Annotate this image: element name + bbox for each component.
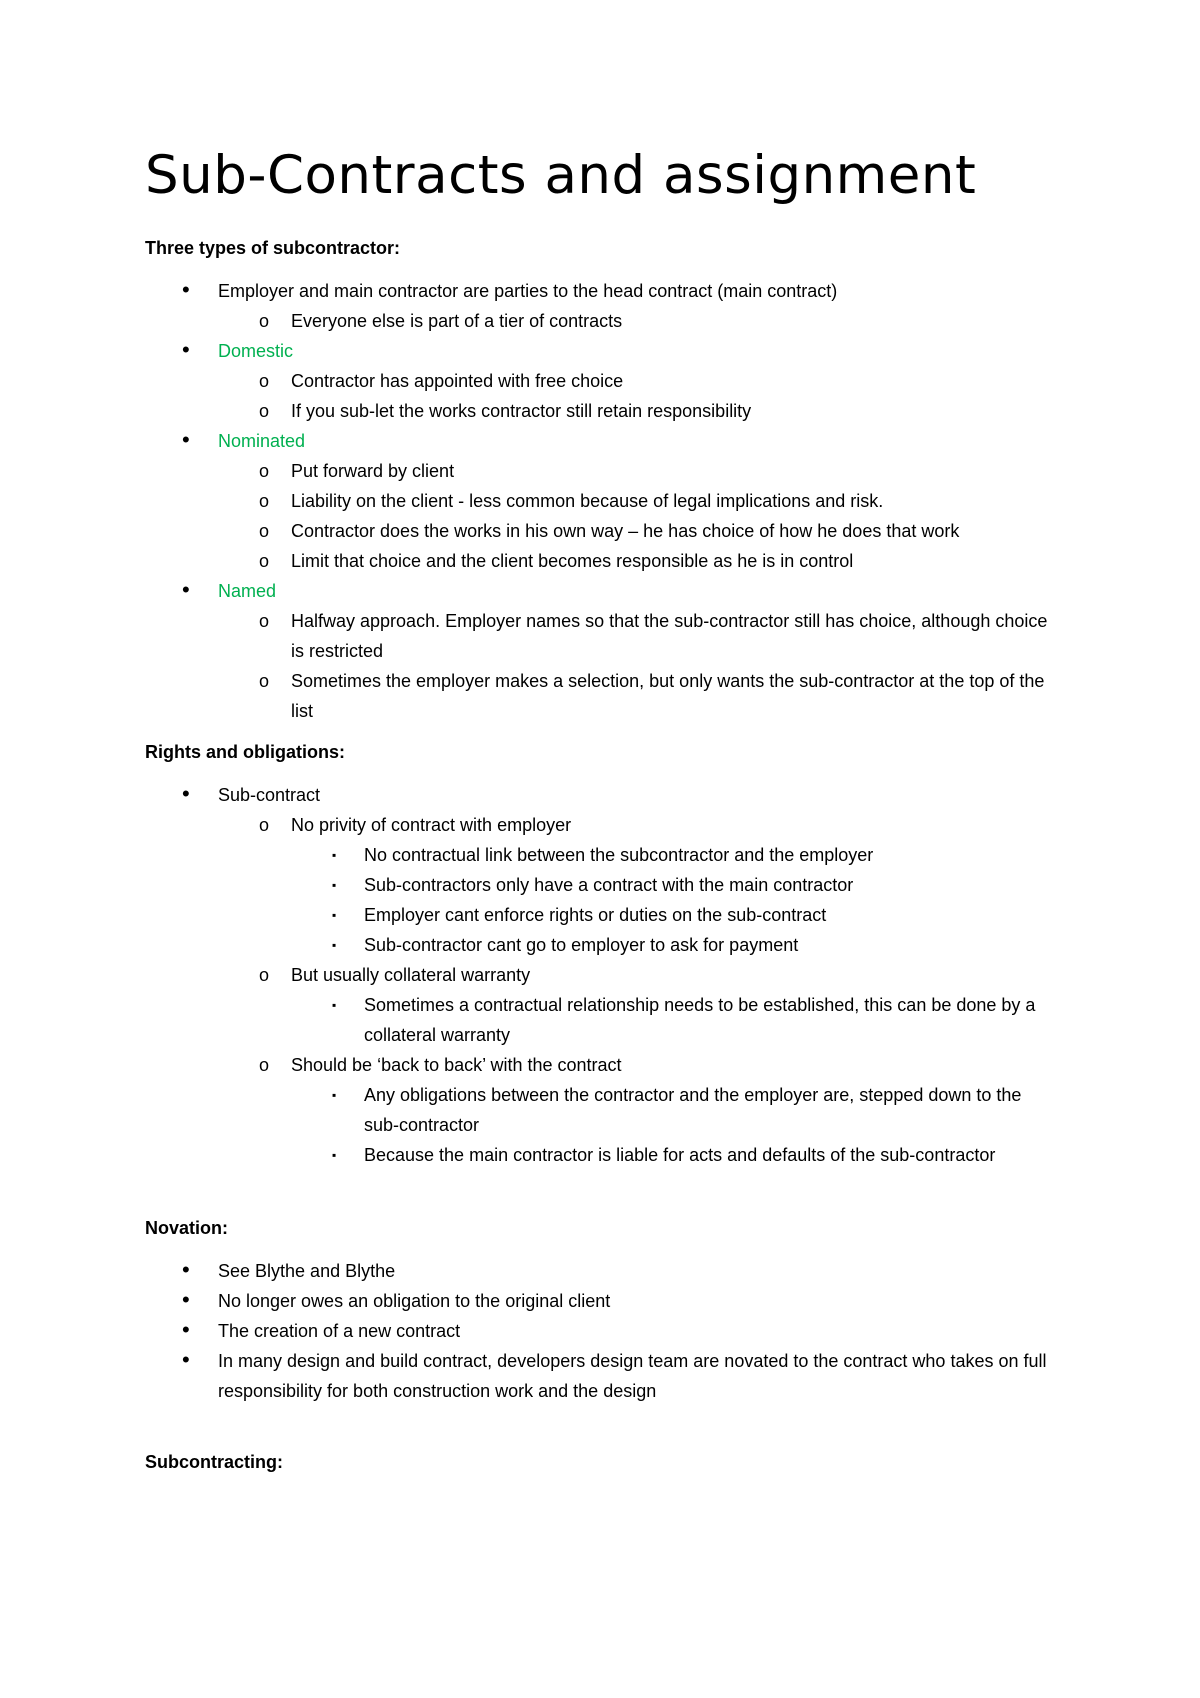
list-item: ▪ No contractual link between the subcontractor and the employer (145, 840, 1065, 870)
sub-bullet-icon: o (259, 815, 270, 835)
type-named: Named (218, 581, 277, 601)
three-types-list (145, 276, 1065, 726)
list-item: ▪ Because the main contractor is liable for acts and defaults of the sub-contractor (145, 1140, 1065, 1170)
bullet-icon: • (182, 577, 190, 602)
bullet-icon: • (182, 1257, 190, 1282)
square-bullet-icon: ▪ (332, 998, 337, 1012)
list-item: o If you sub-let the works contractor still retain responsibility (145, 396, 1065, 426)
sub-bullet-icon: o (259, 551, 270, 571)
list-item: ▪ Sub-contractor cant go to employer to ask for payment (145, 930, 1065, 960)
list-item: o Contractor has appointed with free choice (145, 366, 1065, 396)
sub-bullet-icon: o (259, 611, 270, 631)
section-heading-three-types: Three types of subcontractor: (145, 238, 401, 258)
list-item: ▪ Sometimes a contractual relationship needs to be established, this can be done by a collateral warranty (145, 990, 1065, 1050)
sub-bullet-icon: o (259, 671, 270, 691)
list-item: ▪ Any obligations between the contractor and the employer are, stepped down to the sub-contractor (145, 1080, 1065, 1140)
list-item: o Should be ‘back to back’ with the contract (145, 1050, 1065, 1080)
list-item: • No longer owes an obligation to the original client (182, 1287, 611, 1312)
section-heading-subcontracting: Subcontracting: (145, 1452, 283, 1472)
list-item: o Halfway approach. Employer names so that the sub-contractor still has choice, although choice is restricted (145, 606, 1065, 666)
list-item: • The creation of a new contract (182, 1317, 461, 1342)
list-item: • See Blythe and Blythe (182, 1257, 396, 1282)
novation-list (145, 1256, 1065, 1406)
type-nominated: Nominated (218, 431, 306, 451)
sub-bullet-icon: o (259, 491, 270, 511)
sub-bullet-icon: o (259, 461, 270, 481)
square-bullet-icon: ▪ (332, 938, 337, 952)
list-item: • Employer and main contractor are parties to the head contract (main contract) (182, 277, 838, 302)
list-item (145, 426, 1065, 456)
list-item: • Sub-contract (182, 781, 321, 806)
bullet-icon: • (182, 1287, 190, 1312)
bullet-icon: • (182, 1347, 190, 1372)
list-item: o Everyone else is part of a tier of contracts (145, 306, 1065, 336)
sub-bullet-icon: o (259, 311, 270, 331)
list-item (145, 576, 1065, 606)
list-item: o Sometimes the employer makes a selection, but only wants the sub-contractor at the top of the list (145, 666, 1065, 726)
section-heading-novation: Novation: (145, 1218, 228, 1238)
list-item: o Put forward by client (145, 456, 1065, 486)
bullet-icon: • (182, 1317, 190, 1342)
bullet-icon: • (182, 427, 190, 452)
square-bullet-icon: ▪ (332, 1148, 337, 1162)
list-item: o No privity of contract with employer (145, 810, 1065, 840)
sub-bullet-icon: o (259, 521, 270, 541)
list-item: o But usually collateral warranty (145, 960, 1065, 990)
square-bullet-icon: ▪ (332, 848, 337, 862)
sub-bullet-icon: o (259, 965, 270, 985)
list-item: ▪ Sub-contractors only have a contract with the main contractor (145, 870, 1065, 900)
sub-bullet-icon: o (259, 1055, 270, 1075)
list-item: • In many design and build contract, developers design team are novated to the contract who takes on full responsibility for both construction work and the design (182, 1347, 1047, 1401)
sub-bullet-icon: o (259, 371, 270, 391)
bullet-icon: • (182, 781, 190, 806)
page-title: Sub-Contracts and assignment (145, 145, 977, 206)
bullet-icon: • (182, 277, 190, 302)
section-heading-rights: Rights and obligations: (145, 742, 345, 762)
sub-bullet-icon: o (259, 401, 270, 421)
list-item: ▪ Employer cant enforce rights or duties on the sub-contract (145, 900, 1065, 930)
list-item: o Contractor does the works in his own way – he has choice of how he does that work (145, 516, 1065, 546)
type-domestic: Domestic (218, 341, 294, 361)
bullet-icon: • (182, 337, 190, 362)
document-page (145, 140, 1065, 1476)
square-bullet-icon: ▪ (332, 1088, 337, 1102)
list-item: o Limit that choice and the client becomes responsible as he is in control (145, 546, 1065, 576)
list-item (145, 336, 1065, 366)
square-bullet-icon: ▪ (332, 908, 337, 922)
rights-list (145, 780, 1065, 1170)
list-item: o Liability on the client - less common because of legal implications and risk. (145, 486, 1065, 516)
square-bullet-icon: ▪ (332, 878, 337, 892)
